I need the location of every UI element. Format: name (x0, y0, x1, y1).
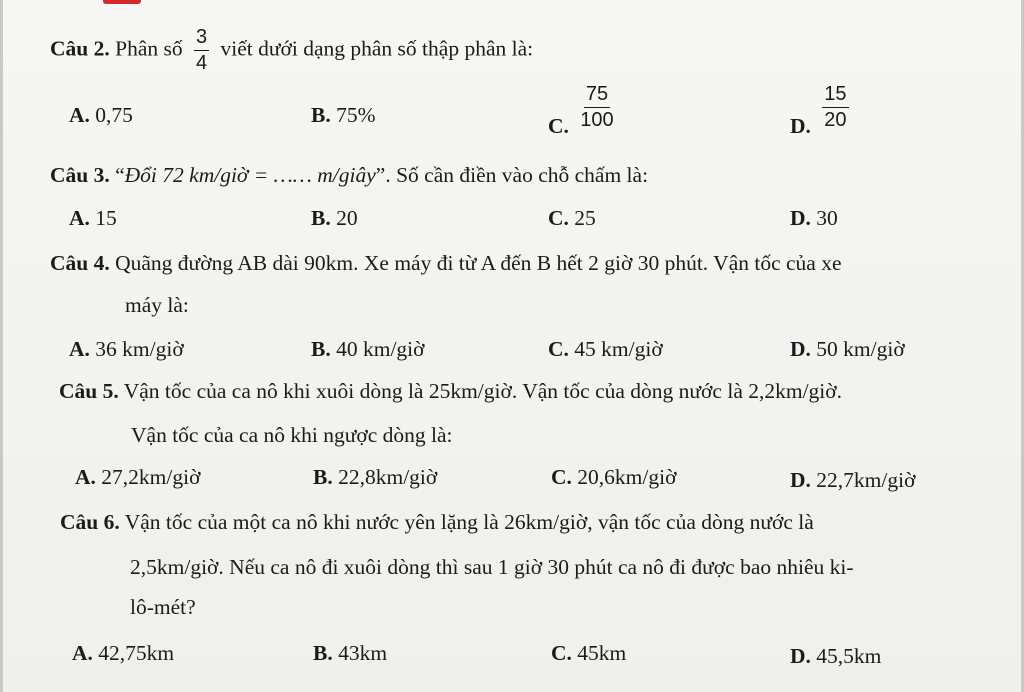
option-q5-c[interactable] (551, 467, 676, 489)
question-text: Phân số (115, 36, 183, 61)
option-label: D. (790, 114, 811, 139)
question-6-line-2: 2,5km/giờ. Nếu ca nô đi xuôi dòng thì sau 1 giờ 30 phút ca nô đi được bao nhiêu ki- (130, 555, 854, 579)
question-4 (50, 253, 842, 275)
option-q6-b[interactable] (313, 643, 387, 665)
option-q3-b[interactable] (311, 208, 358, 230)
option-q3-c[interactable] (548, 208, 596, 230)
option-q3-d[interactable] (790, 208, 838, 230)
option-text: 45 km/giờ (574, 337, 663, 361)
question-italic-text: Đổi 72 km/giờ = …… (124, 163, 312, 187)
question-text: Số cần điền vào chỗ chấm là: (396, 163, 649, 187)
option-q6-d[interactable] (790, 646, 881, 668)
option-text: 20 (336, 206, 358, 230)
option-text: 22,8km/giờ (338, 465, 438, 489)
question-6-line-3: lô-mét? (130, 595, 196, 619)
question-4-line-2: máy là: (125, 293, 189, 317)
option-q4-c[interactable] (548, 339, 663, 361)
option-label: A. (75, 465, 96, 489)
option-text: 36 km/giờ (95, 337, 184, 361)
option-text: 42,75km (98, 641, 175, 665)
option-label: B. (311, 103, 331, 127)
option-text: 75% (336, 103, 376, 127)
question-text: Vận tốc của ca nô khi xuôi dòng là 25km/giờ. Vận tốc của dòng nước là 2,2km/giờ. (123, 379, 843, 403)
option-q4-d[interactable] (790, 339, 905, 361)
option-label: C. (548, 337, 569, 361)
fraction-denominator: 100 (580, 109, 614, 131)
option-q3-a[interactable] (69, 208, 117, 230)
option-q4-b[interactable] (311, 339, 425, 361)
option-label: B. (311, 206, 331, 230)
fraction-option (822, 84, 848, 131)
quote-close: ”. (375, 163, 391, 187)
fraction-denominator: 4 (195, 52, 208, 74)
option-label: C. (551, 641, 572, 665)
question-label: Câu 3. (50, 163, 110, 187)
option-text: 45km (577, 641, 627, 665)
option-text: 0,75 (95, 103, 133, 127)
option-label: B. (311, 337, 331, 361)
fraction-numerator: 3 (194, 27, 209, 51)
red-corner-mark (103, 0, 141, 4)
option-text: 50 km/giờ (816, 337, 905, 361)
question-text: Vận tốc của một ca nô khi nước yên lặng là 26km/giờ, vận tốc của dòng nước là (124, 510, 814, 534)
option-label: D. (790, 468, 811, 492)
option-q2-b[interactable] (311, 105, 376, 127)
option-q2-c[interactable] (548, 83, 620, 139)
option-q6-a[interactable] (72, 643, 174, 665)
option-text: 30 (816, 206, 838, 230)
option-q5-a[interactable] (75, 467, 200, 489)
fraction-denominator: 20 (824, 109, 847, 131)
option-label: D. (790, 337, 811, 361)
question-text: Quãng đường AB dài 90km. Xe máy đi từ A đến B hết 2 giờ 30 phút. Vận tốc của xe (115, 251, 842, 275)
fraction-three-quarters (194, 27, 209, 74)
option-label: B. (313, 465, 333, 489)
question-label: Câu 2. (50, 36, 110, 61)
option-label: B. (313, 641, 333, 665)
question-5 (59, 381, 842, 403)
quote-open: “ (115, 163, 125, 187)
option-label: A. (69, 206, 90, 230)
question-label: Câu 6. (60, 510, 120, 534)
question-5-line-2: Vận tốc của ca nô khi ngược dòng là: (131, 423, 453, 447)
option-label: D. (790, 644, 811, 668)
option-text: 15 (95, 206, 117, 230)
option-label: C. (548, 206, 569, 230)
option-q4-a[interactable] (69, 339, 184, 361)
option-text: 22,7km/giờ (816, 468, 916, 492)
option-text: 43km (338, 641, 388, 665)
option-q2-a[interactable] (69, 105, 133, 127)
option-label: A. (69, 103, 90, 127)
fraction-numerator: 75 (584, 84, 610, 108)
option-text: 45,5km (816, 644, 882, 668)
question-label: Câu 5. (59, 379, 119, 403)
option-text: 40 km/giờ (336, 337, 425, 361)
option-text: 20,6km/giờ (577, 465, 677, 489)
option-q6-c[interactable] (551, 643, 626, 665)
question-2 (50, 27, 533, 74)
fraction-option (580, 84, 613, 131)
option-text: 27,2km/giờ (101, 465, 201, 489)
option-label: C. (551, 465, 572, 489)
question-3 (50, 165, 648, 187)
option-text: 25 (574, 206, 596, 230)
option-label: D. (790, 206, 811, 230)
question-6 (60, 512, 814, 534)
option-label: C. (548, 114, 569, 139)
option-label: A. (72, 641, 93, 665)
question-label: Câu 4. (50, 251, 110, 275)
option-q2-d[interactable] (790, 83, 855, 139)
question-text: viết dưới dạng phân số thập phân là: (220, 36, 534, 61)
option-label: A. (69, 337, 90, 361)
fraction-numerator: 15 (822, 84, 848, 108)
question-italic-unit: m/giây (317, 163, 376, 187)
option-q5-b[interactable] (313, 467, 437, 489)
option-q5-d[interactable] (790, 470, 915, 492)
